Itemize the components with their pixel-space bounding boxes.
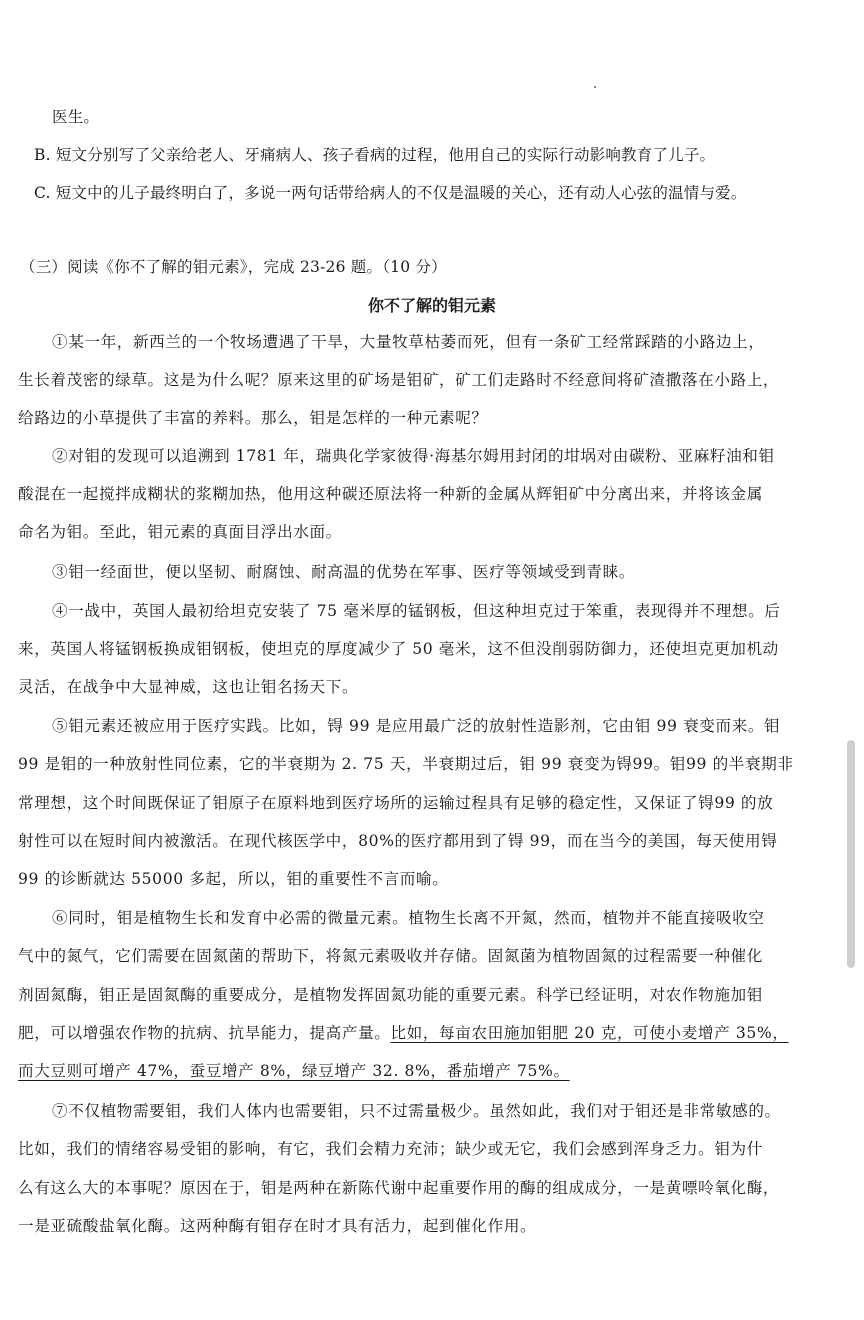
underlined-line: 而大豆则可增产 47%，蚕豆增产 8%，绿豆增产 32. 8%，番茄增产 75%。 [18, 1062, 570, 1080]
paragraph-line: 99 的诊断就达 55000 多起，所以，钼的重要性不言而喻。 [18, 870, 449, 888]
option-a-tail: 医生。 [52, 108, 100, 126]
paragraph-line: ⑥同时，钼是植物生长和发育中必需的微量元素。植物生长离不开氮，然而，植物并不能直接吸收空 [52, 909, 765, 927]
paragraph-line: 比如，我们的情绪容易受钼的影响，有它，我们会精力充沛；缺少或无它，我们会感到浑身乏力。钼为什 [18, 1140, 763, 1158]
paragraph-line: 灵活，在战争中大显神威，这也让钼名扬天下。 [18, 678, 359, 696]
paragraph-line: 射性可以在短时间内被激活。在现代核医学中，80%的医疗都用到了锝 99，而在当今的美国，每天使用锝 [18, 832, 778, 850]
paragraph-line: 生长着茂密的绿草。这是为什么呢？原来这里的矿场是钼矿，矿工们走路时不经意间将矿渣撒落在小路上， [18, 371, 780, 389]
paragraph-line: 酸混在一起搅拌成糊状的浆糊加热，他用这种碳还原法将一种新的金属从辉钼矿中分离出来，并将该金属 [18, 485, 763, 503]
paragraph-line: 99 是钼的一种放射性同位素，它的半衰期为 2. 75 天，半衰期过后，钼 99 衰变为锝99。钼99 的半衰期非 [18, 755, 794, 773]
paragraph-line: 气中的氮气，它们需要在固氮菌的帮助下，将氮元素吸收并存储。固氮菌为植物固氮的过程需要一种催化 [18, 947, 763, 965]
option-c: C. 短文中的儿子最终明白了，多说一两句话带给病人的不仅是温暖的关心，还有动人心弦的温情与爱。 [34, 184, 747, 202]
underlined-segment: 比如，每亩农田施加钼肥 20 克，可使小麦增产 35%， [390, 1024, 789, 1042]
paragraph-line: ③钼一经面世，便以坚韧、耐腐蚀、耐高温的优势在军事、医疗等领域受到青睐。 [52, 563, 635, 581]
paragraph-line: ①某一年，新西兰的一个牧场遭遇了干旱，大量牧草枯萎而死，但有一条矿工经常踩踏的小路边上， [52, 333, 765, 351]
article-title: 你不了解的钼元素 [367, 296, 496, 315]
paragraph-line: 剂固氮酶，钼正是固氮酶的重要成分，是植物发挥固氮功能的重要元素。科学已经证明，对农作物施加钼 [18, 986, 763, 1004]
paragraph-line-mixed [18, 1023, 789, 1043]
paragraph-line: ④一战中，英国人最初给坦克安装了 75 毫米厚的锰钢板，但这种坦克过于笨重，表现得并不理想。后 [52, 602, 781, 620]
paragraph-line: 一是亚硫酸盐氧化酶。这两种酶有钼存在时才具有活力，起到催化作用。 [18, 1217, 537, 1235]
paragraph-line: 命名为钼。至此，钼元素的真面目浮出水面。 [18, 523, 342, 541]
paragraph-line: 常理想，这个时间既保证了钼原子在原料地到医疗场所的运输过程具有足够的稳定性，又保证了锝99 的放 [18, 794, 774, 812]
paragraph-line: ⑤钼元素还被应用于医疗实践。比如，锝 99 是应用最广泛的放射性造影剂，它由钼 99 衰变而来。钼 [52, 717, 781, 735]
paragraph-line: 给路边的小草提供了丰富的养料。那么，钼是怎样的一种元素呢？ [18, 409, 488, 427]
section-header: （三）阅读《你不了解的钼元素》，完成 23-26 题。（10 分） [20, 258, 447, 276]
scan-speck [594, 86, 596, 88]
paragraph-line: 来，英国人将锰钢板换成钼钢板，使坦克的厚度减少了 50 毫米，这不但没削弱防御力，还使坦克更加机动 [18, 640, 779, 658]
scrollbar-thumb[interactable] [847, 740, 855, 968]
paragraph-line: ⑦不仅植物需要钼，我们人体内也需要钼，只不过需量极少。虽然如此，我们对于钼还是非常敏感的。 [52, 1102, 781, 1120]
paragraph-line: 么有这么大的本事呢？原因在于，钼是两种在新陈代谢中起重要作用的酶的组成成分，一是黄嘌呤氧化酶， [18, 1179, 780, 1197]
option-b: B. 短文分别写了父亲给老人、牙痛病人、孩子看病的过程，他用自己的实际行动影响教育了儿子。 [34, 146, 716, 164]
plain-segment: 肥，可以增强农作物的抗病、抗旱能力，提高产量。 [18, 1024, 391, 1042]
paragraph-line: ②对钼的发现可以追溯到 1781 年，瑞典化学家彼得·海基尔姆用封闭的坩埚对由碳粉、亚麻籽油和钼 [52, 447, 775, 465]
